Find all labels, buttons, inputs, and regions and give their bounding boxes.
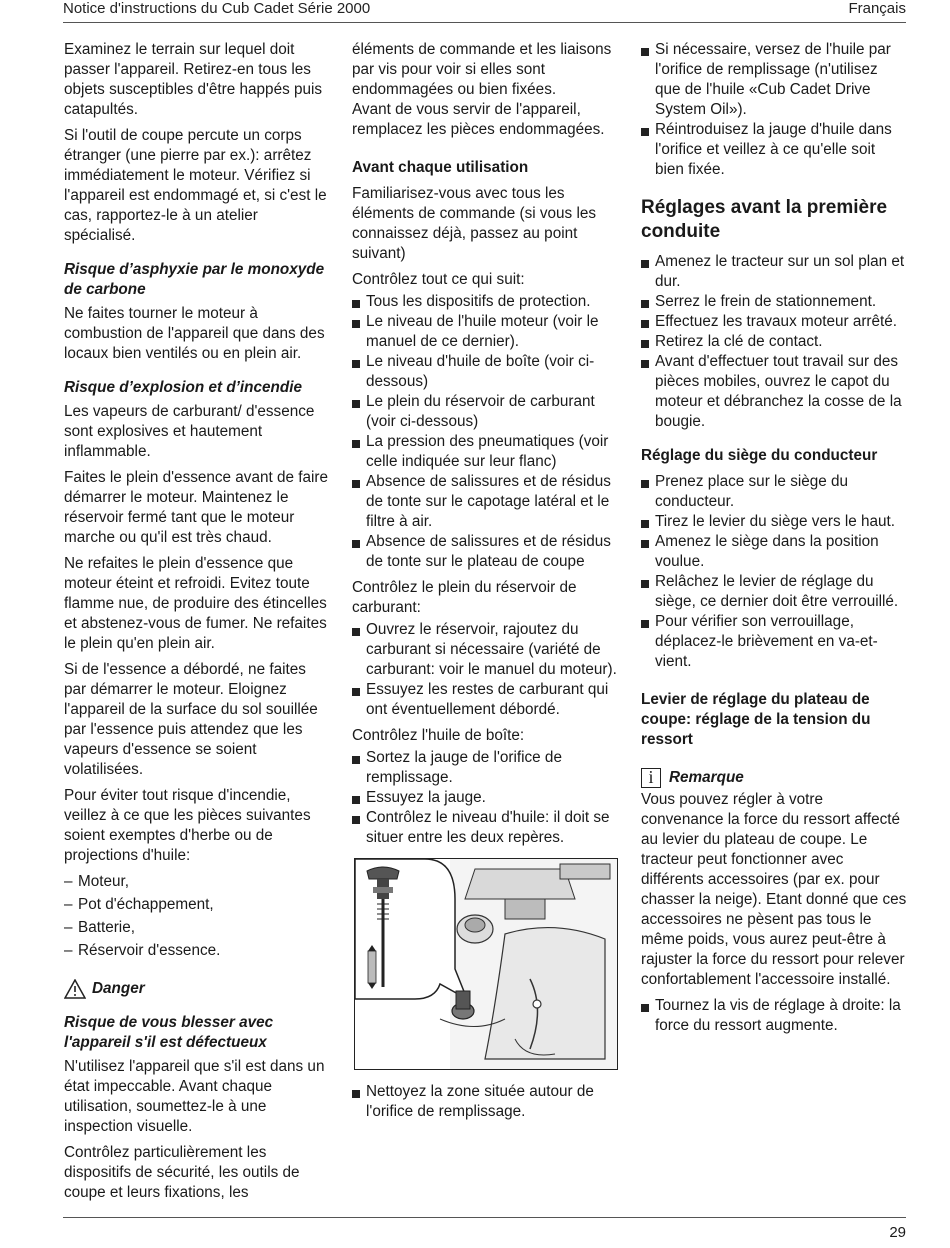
header-language: Français xyxy=(848,0,906,17)
dash-list xyxy=(64,872,330,961)
list-item: Absence de salissures et de résidus de tonte sur le capotage latéral et le filtre à air. xyxy=(352,472,618,532)
list-item: – Batterie, xyxy=(64,918,330,938)
info-icon: i xyxy=(641,768,661,788)
subheading-asphyxie: Risque d’asphyxie par le monoxyde de carbone xyxy=(64,261,325,298)
paragraph: Contrôlez le plein du réservoir de carburant: xyxy=(352,579,577,616)
list-item: Relâchez le levier de réglage du siège, ce dernier doit être verrouillé. xyxy=(641,572,907,612)
paragraph: Contrôlez tout ce qui suit: xyxy=(352,271,525,288)
danger-label: Danger xyxy=(92,980,145,997)
bullet-list xyxy=(641,252,907,432)
dipstick-drawing xyxy=(355,859,617,1069)
bullet-list xyxy=(641,40,907,180)
list-item: Absence de salissures et de résidus de tonte sur le plateau de coupe xyxy=(352,532,618,572)
subheading-avant-utilisation: Avant chaque utilisation xyxy=(352,159,529,176)
list-item: Le niveau d'huile de boîte (voir ci-dessous) xyxy=(352,352,618,392)
paragraph: Ne refaites le plein d'essence que moteur éteint et refroidi. Evitez toute flamme nue, de produire des étincelles et abstenez-vous de fumer. Ne refaites le plein qu'en plein air. xyxy=(64,555,327,652)
subheading-levier: Levier de réglage du plateau de coupe: réglage de la tension du ressort xyxy=(641,691,871,748)
list-item: Ouvrez le réservoir, rajoutez du carburant si nécessaire (variété de carburant: voir le manuel du moteur). xyxy=(352,620,618,680)
remark-label: Remarque xyxy=(669,769,744,786)
dipstick-illustration xyxy=(354,858,618,1070)
list-item: Sortez la jauge de l'orifice de remplissage. xyxy=(352,748,618,788)
paragraph: Si l'outil de coupe percute un corps étranger (une pierre par ex.): arrêtez immédiatement le moteur. Vérifiez si l'appareil est endommagé et, si c'est le cas, rapportez-le à un atelier spécialisé. xyxy=(64,127,327,244)
list-item: Amenez le siège dans la position voulue. xyxy=(641,532,907,572)
paragraph: N'utilisez l'appareil que s'il est dans un état impeccable. Avant chaque utilisation, soumettez-le à une inspection visuelle. xyxy=(64,1058,325,1135)
paragraph: Si de l'essence a débordé, ne faites par démarrer le moteur. Eloignez l'appareil de la surface du sol souillée par l'essence puis attendez que les vapeurs d'essence se soient volatilisées. xyxy=(64,661,318,778)
footer-rule xyxy=(63,1217,906,1218)
list-item: Le niveau de l'huile moteur (voir le manuel de ce dernier). xyxy=(352,312,618,352)
paragraph: Pour éviter tout risque d'incendie, veillez à ce que les pièces suivantes soient exemptes d'herbe ou de projections d'huile: xyxy=(64,787,311,864)
subheading-siege: Réglage du siège du conducteur xyxy=(641,447,878,464)
list-item: Réintroduisez la jauge d'huile dans l'orifice et veillez à ce qu'elle soit bien fixée. xyxy=(641,120,907,180)
column-3 xyxy=(641,40,907,1042)
bullet-list xyxy=(641,996,907,1036)
list-item: La pression des pneumatiques (voir celle indiquée sur leur flanc) xyxy=(352,432,618,472)
paragraph: Contrôlez l'huile de boîte: xyxy=(352,727,525,744)
bullet-list xyxy=(352,748,618,848)
list-item: – Réservoir d'essence. xyxy=(64,941,330,961)
column-1 xyxy=(64,40,330,1209)
page-number: 29 xyxy=(889,1224,906,1241)
paragraph: Vous pouvez régler à votre convenance la force du ressort affecté au levier du plateau de coupe. Le tracteur peut fonctionner avec différents accessoires (par ex. pour chasser la neige). Etant donné que ces accessoires ne pèsent pas tous le même poids, vous aurez peut-être à rajuster la force du ressort pour relever confortablement l'accessoire installé. xyxy=(641,791,907,988)
list-item: Tous les dispositifs de protection. xyxy=(352,292,618,312)
list-item: Essuyez les restes de carburant qui ont éventuellement débordé. xyxy=(352,680,618,720)
list-item: Si nécessaire, versez de l'huile par l'orifice de remplissage (n'utilisez que de l'huile «Cub Cadet Drive System Oil»). xyxy=(641,40,907,120)
remark-notice xyxy=(641,768,907,788)
list-item: – Moteur, xyxy=(64,872,330,892)
list-item: Le plein du réservoir de carburant (voir ci-dessous) xyxy=(352,392,618,432)
warning-triangle-icon xyxy=(64,979,86,999)
subheading-explosion: Risque d’explosion et d’incendie xyxy=(64,379,302,396)
list-item: – Pot d'échappement, xyxy=(64,895,330,915)
danger-notice xyxy=(64,979,330,999)
bullet-list xyxy=(352,620,618,720)
list-item: Contrôlez le niveau d'huile: il doit se situer entre les deux repères. xyxy=(352,808,618,848)
list-item: Retirez la clé de contact. xyxy=(641,332,907,352)
header-title: Notice d'instructions du Cub Cadet Série 2000 xyxy=(63,0,371,17)
list-item: Essuyez la jauge. xyxy=(352,788,618,808)
list-item: Tirez le levier du siège vers le haut. xyxy=(641,512,907,532)
bullet-list xyxy=(352,292,618,572)
paragraph: Avant de vous servir de l'appareil, remplacez les pièces endommagées. xyxy=(352,101,605,138)
paragraph: éléments de commande et les liaisons par vis pour voir si elles sont endommagées ou bien fixées. xyxy=(352,41,612,98)
subheading-defectueux: Risque de vous blesser avec l'appareil s'il est défectueux xyxy=(64,1014,274,1051)
paragraph: Contrôlez particulièrement les dispositifs de sécurité, les outils de coupe et leurs fixations, les xyxy=(64,1144,300,1201)
paragraph: Faites le plein d'essence avant de faire démarrer le moteur. Maintenez le réservoir fermé tant que le moteur marche ou qu'il est très chaud. xyxy=(64,469,328,546)
paragraph: Les vapeurs de carburant/ d'essence sont explosives et hautement inflammable. xyxy=(64,403,315,460)
list-item: Nettoyez la zone située autour de l'orifice de remplissage. xyxy=(352,1082,618,1122)
list-item: Amenez le tracteur sur un sol plan et dur. xyxy=(641,252,907,292)
paragraph: Ne faites tourner le moteur à combustion de l'appareil que dans des locaux bien ventilés ou en plein air. xyxy=(64,305,325,362)
list-item: Prenez place sur le siège du conducteur. xyxy=(641,472,907,512)
column-2 xyxy=(352,40,618,1128)
bullet-list xyxy=(352,1082,618,1122)
paragraph: Familiarisez-vous avec tous les éléments de commande (si vous les connaissez déjà, passez au point suivant) xyxy=(352,185,597,262)
section-heading-reglages: Réglages avant la première conduite xyxy=(641,197,888,242)
list-item: Pour vérifier son verrouillage, déplacez-le brièvement en va-et-vient. xyxy=(641,612,907,672)
list-item: Tournez la vis de réglage à droite: la force du ressort augmente. xyxy=(641,996,907,1036)
paragraph: Examinez le terrain sur lequel doit passer l'appareil. Retirez-en tous les objets susceptibles d'être happés puis catapultés. xyxy=(64,41,323,118)
list-item: Serrez le frein de stationnement. xyxy=(641,292,907,312)
bullet-list xyxy=(641,472,907,672)
list-item: Effectuez les travaux moteur arrêté. xyxy=(641,312,907,332)
list-item: Avant d'effectuer tout travail sur des pièces mobiles, ouvrez le capot du moteur et débranchez la cosse de la bougie. xyxy=(641,352,907,432)
page-header xyxy=(63,0,906,23)
